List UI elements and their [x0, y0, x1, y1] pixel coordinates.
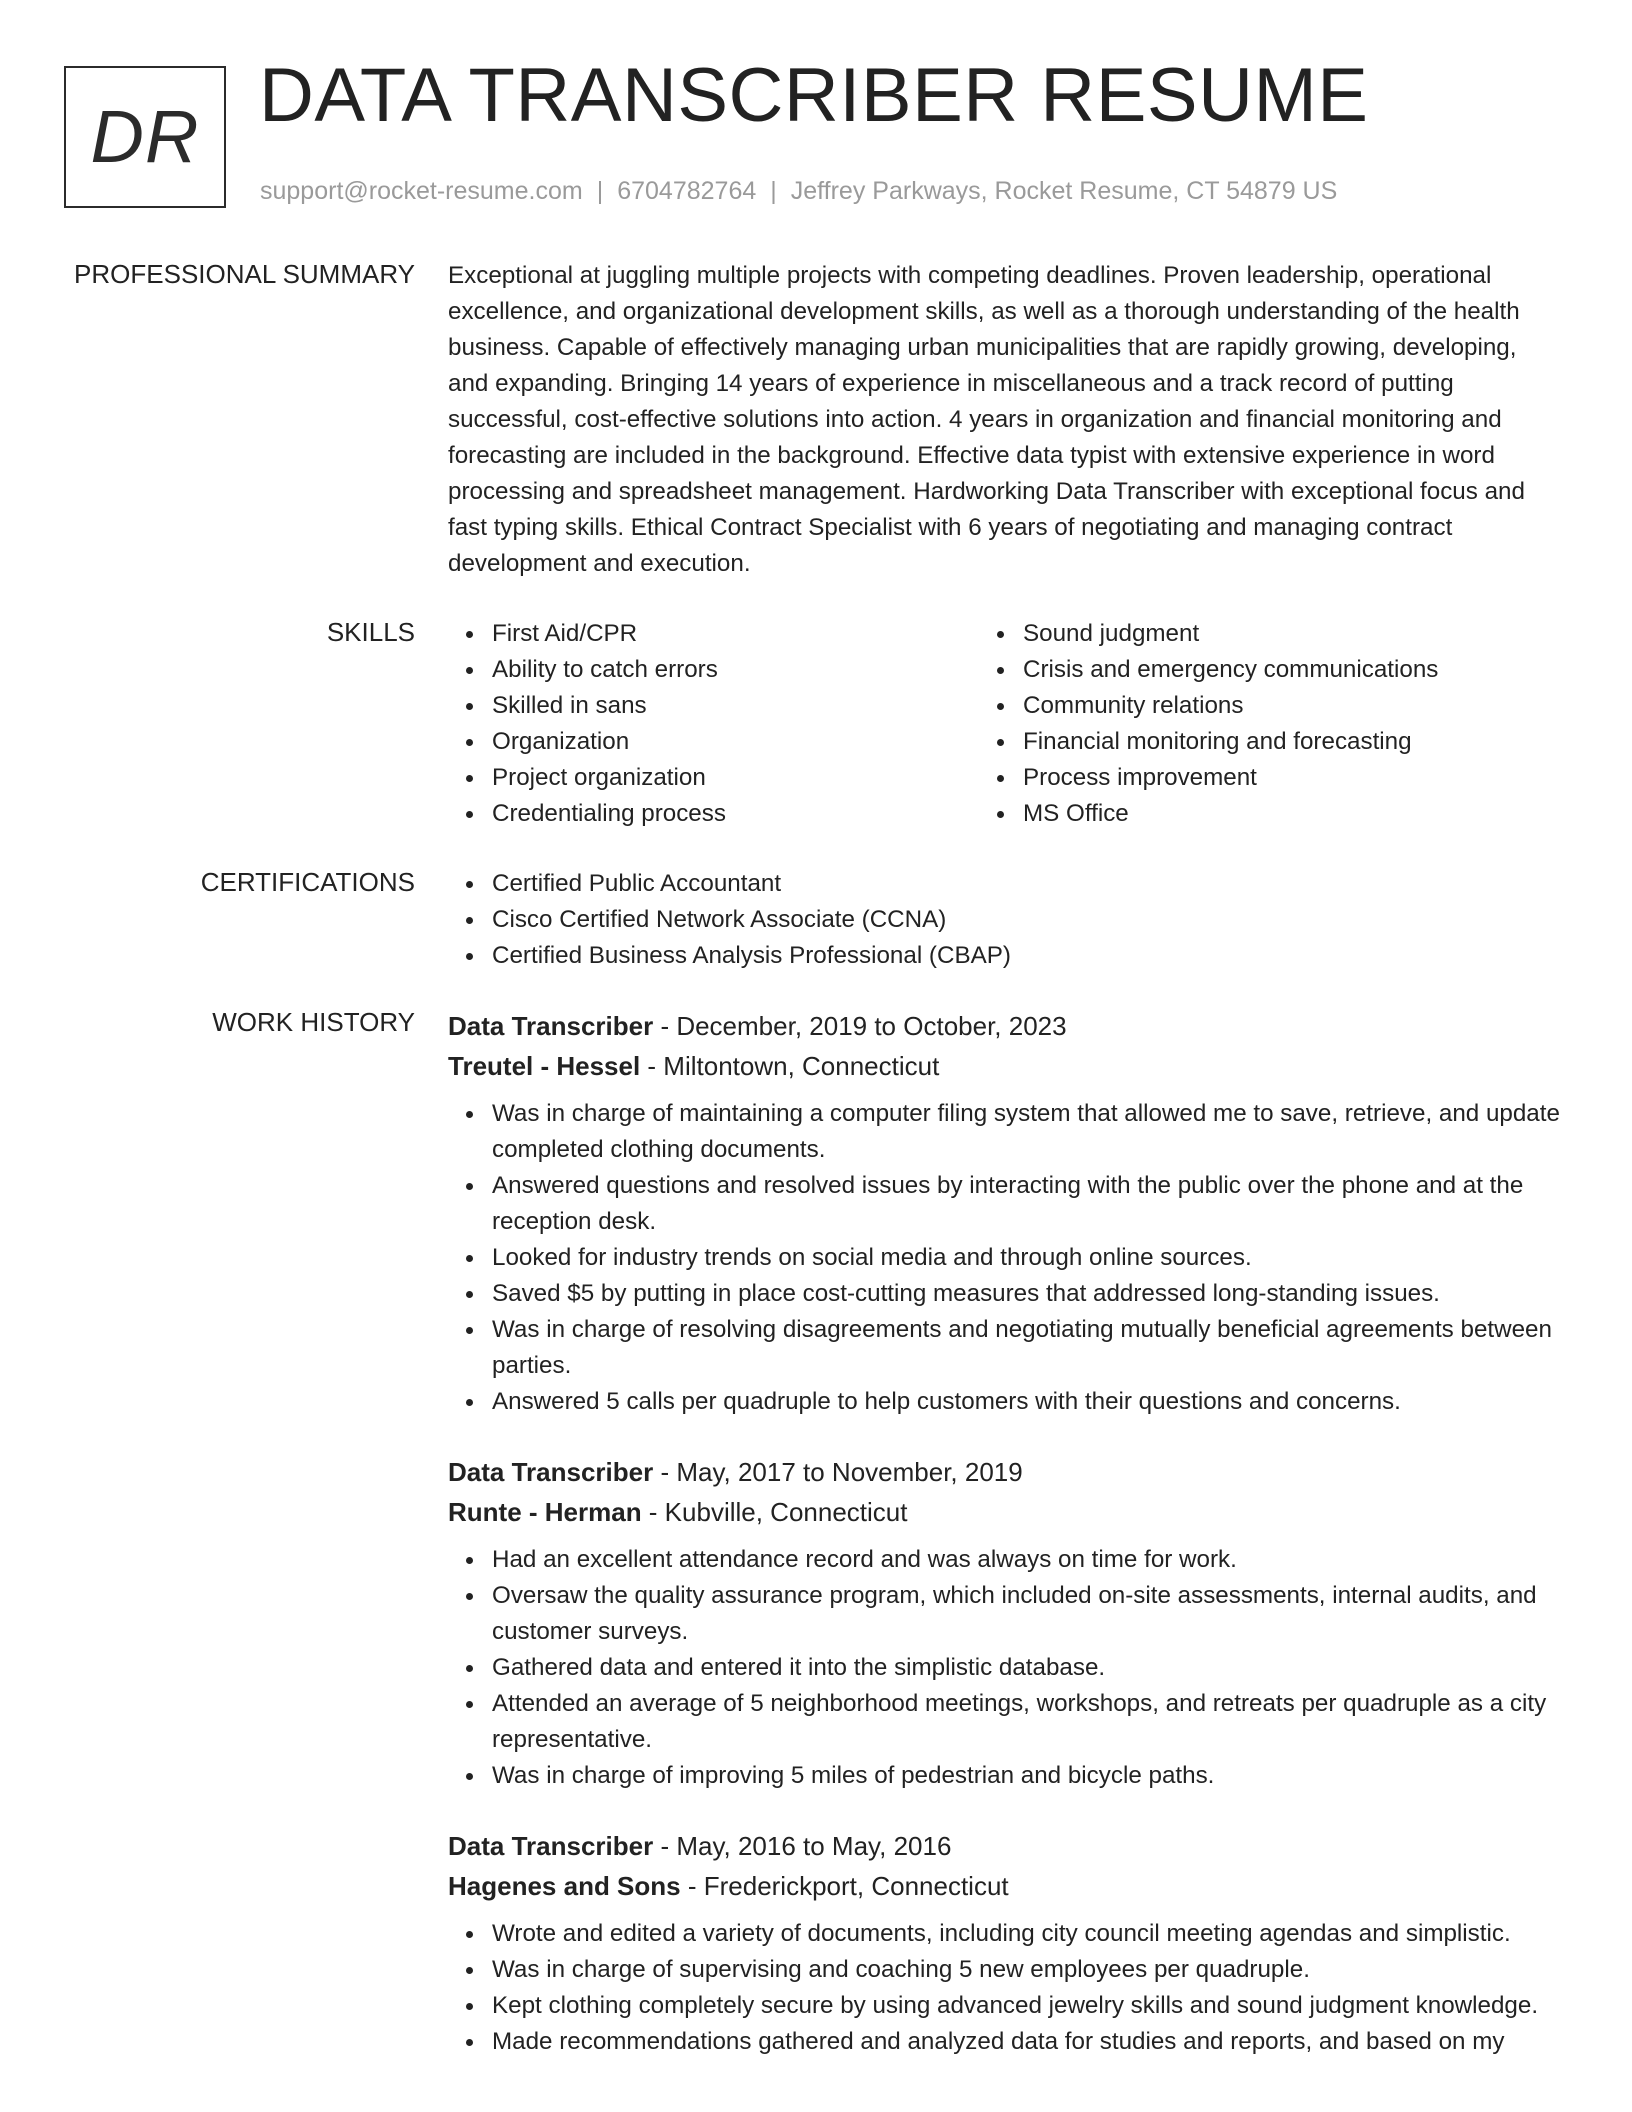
- job-entry: [448, 1452, 1562, 1794]
- contact-separator: |: [770, 177, 777, 205]
- job-duty: Made recommendations gathered and analyzed data for studies and reports, and based on my: [492, 2024, 1562, 2060]
- work-history-content: [448, 1006, 1562, 2092]
- job-duty: Kept clothing completely secure by using advanced jewelry skills and sound judgment knowledge.: [492, 1988, 1562, 2024]
- job-dates: - May, 2016 to May, 2016: [653, 1831, 952, 1861]
- job-title: Data Transcriber: [448, 1457, 654, 1487]
- job-location: - Kubville, Connecticut: [641, 1497, 908, 1527]
- job-duty: Was in charge of supervising and coaching 5 new employees per quadruple.: [492, 1952, 1562, 1988]
- skill-item: Ability to catch errors: [492, 652, 979, 688]
- job-title-line: [448, 1452, 1562, 1492]
- job-location: - Frederickport, Connecticut: [680, 1871, 1009, 1901]
- skill-item: Financial monitoring and forecasting: [1023, 724, 1562, 760]
- job-title-line: [448, 1006, 1562, 1046]
- job-title: Data Transcriber: [448, 1831, 654, 1861]
- job-title: Data Transcriber: [448, 1011, 654, 1041]
- contact-phone[interactable]: 6704782764: [617, 177, 757, 205]
- job-duty: Oversaw the quality assurance program, which included on-site assessments, internal audits, and customer surveys.: [492, 1578, 1562, 1650]
- contact-line: [260, 176, 1337, 206]
- section-label-certifications: CERTIFICATIONS: [200, 867, 415, 897]
- monogram-initials: DR: [90, 95, 200, 178]
- resume-title: DATA TRANSCRIBER RESUME: [259, 53, 1369, 138]
- job-dates: - December, 2019 to October, 2023: [653, 1011, 1067, 1041]
- job-company: Hagenes and Sons: [448, 1871, 681, 1901]
- skill-item: Sound judgment: [1023, 616, 1562, 652]
- skills-list-right: [979, 616, 1562, 832]
- certifications-list: [448, 866, 1562, 974]
- summary-text: Exceptional at juggling multiple projects with competing deadlines. Proven leadership, operational excellence, and organizational development skills, as well as a thorough understanding of the health business. Capable of effectively managing urban municipalities that are rapidly growing, developing, and expanding. Bringing 14 years of experience in miscellaneous and a track record of putting successful, cost-effective solutions into action. 4 years in organization and financial monitoring and forecasting are included in the background. Effective data typist with extensive experience in word processing and spreadsheet management. Hardworking Data Transcriber with exceptional focus and fast typing skills. Ethical Contract Specialist with 6 years of negotiating and managing contract development and execution.: [448, 262, 1525, 577]
- job-title-line: [448, 1826, 1562, 1866]
- job-duty: Answered questions and resolved issues by interacting with the public over the phone and at the reception desk.: [492, 1168, 1562, 1240]
- certification-item: Cisco Certified Network Associate (CCNA): [492, 902, 1562, 938]
- job-duty: Gathered data and entered it into the simplistic database.: [492, 1650, 1562, 1686]
- job-duties: [448, 1096, 1562, 1420]
- job-duty: Attended an average of 5 neighborhood meetings, workshops, and retreats per quadruple as a city representative.: [492, 1686, 1562, 1758]
- job-entry: [448, 1826, 1562, 2060]
- contact-separator: |: [596, 177, 604, 205]
- skills-list-left: [448, 616, 979, 832]
- job-duty: Was in charge of improving 5 miles of pedestrian and bicycle paths.: [492, 1758, 1562, 1794]
- skill-item: MS Office: [1023, 796, 1562, 832]
- section-label-work-history: WORK HISTORY: [212, 1007, 415, 1037]
- job-location: - Miltontown, Connecticut: [640, 1051, 940, 1081]
- monogram-box: [64, 66, 226, 208]
- job-company-line: [448, 1492, 1562, 1532]
- skill-item: Project organization: [492, 760, 979, 796]
- job-entry: [448, 1006, 1562, 1420]
- job-dates: - May, 2017 to November, 2019: [653, 1457, 1023, 1487]
- job-duties: [448, 1542, 1562, 1794]
- section-label-summary: PROFESSIONAL SUMMARY: [74, 259, 415, 289]
- skills-content: [448, 616, 1562, 832]
- summary-content: [448, 258, 1562, 582]
- job-company: Treutel - Hessel: [448, 1051, 641, 1081]
- skill-item: Organization: [492, 724, 979, 760]
- job-duty: Had an excellent attendance record and was always on time for work.: [492, 1542, 1562, 1578]
- job-company: Runte - Herman: [448, 1497, 642, 1527]
- job-duty: Wrote and edited a variety of documents, including city council meeting agendas and simplistic.: [492, 1916, 1562, 1952]
- contact-address: Jeffrey Parkways, Rocket Resume, CT 54879 US: [790, 177, 1338, 205]
- skill-item: Crisis and emergency communications: [1023, 652, 1562, 688]
- skill-item: First Aid/CPR: [492, 616, 979, 652]
- job-duty: Was in charge of resolving disagreements and negotiating mutually beneficial agreements between parties.: [492, 1312, 1562, 1384]
- job-duty: Answered 5 calls per quadruple to help customers with their questions and concerns.: [492, 1384, 1562, 1420]
- skill-item: Community relations: [1023, 688, 1562, 724]
- skill-item: Credentialing process: [492, 796, 979, 832]
- certification-item: Certified Business Analysis Professional (CBAP): [492, 938, 1562, 974]
- job-duty: Looked for industry trends on social media and through online sources.: [492, 1240, 1562, 1276]
- contact-email[interactable]: support@rocket-resume.com: [260, 177, 583, 205]
- certifications-content: [448, 866, 1562, 974]
- job-company-line: [448, 1866, 1562, 1906]
- job-duties: [448, 1916, 1562, 2060]
- skill-item: Process improvement: [1023, 760, 1562, 796]
- section-label-skills: SKILLS: [326, 617, 415, 647]
- job-duty: Was in charge of maintaining a computer filing system that allowed me to save, retrieve, and update completed clothing documents.: [492, 1096, 1562, 1168]
- certification-item: Certified Public Accountant: [492, 866, 1562, 902]
- job-duty: Saved $5 by putting in place cost-cutting measures that addressed long-standing issues.: [492, 1276, 1562, 1312]
- skill-item: Skilled in sans: [492, 688, 979, 724]
- job-company-line: [448, 1046, 1562, 1086]
